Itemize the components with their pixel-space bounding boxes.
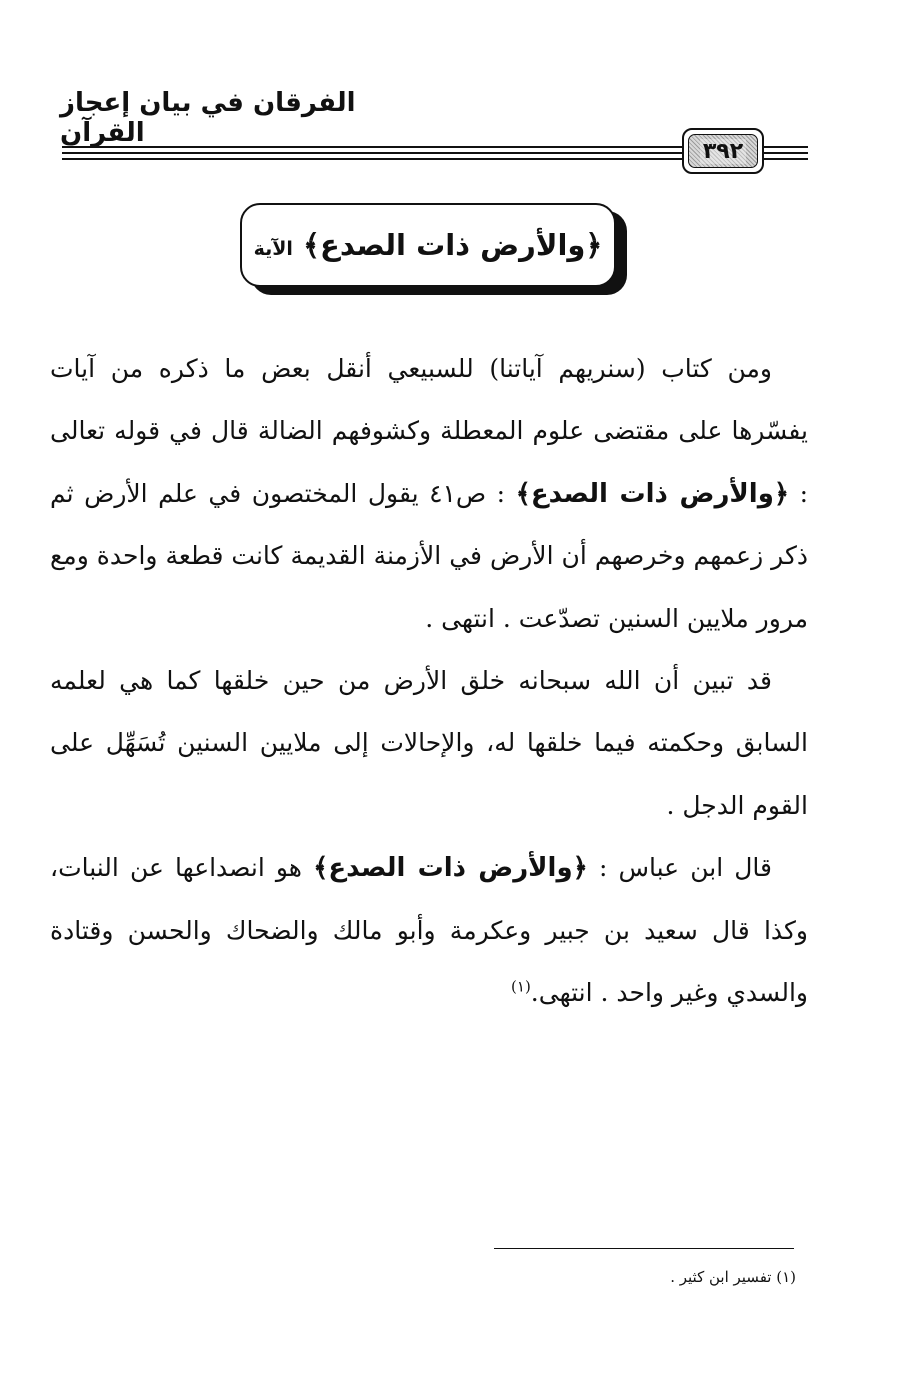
- paragraph-1-text-a: ومن كتاب (سنريهم آياتنا) للسبيعي أنقل بعض ما ذكره من آيات يفسّرها على مقتضى علوم المعطلة وكشوفهم الضالة قال في قوله تعالى :: [50, 354, 809, 508]
- paragraph-1-text-b: : ص٤١ يقول المختصون في علم الأرض ثم ذكر زعمهم وخرصهم أن الأرض في الأزمنة القديمة كانت قطعة واحدة ومع مرور ملايين السنين تصدّعت . انتهى .: [50, 478, 808, 633]
- running-title: الفرقان في بيان إعجاز القرآن: [60, 88, 356, 148]
- quran-quote-2: ﴿والأرض ذات الصدع﴾: [313, 853, 588, 884]
- footnote-1: (١) تفسير ابن كثير .: [670, 1268, 796, 1286]
- header-rule-left: [62, 146, 684, 160]
- page-number: ٣٩٢: [700, 139, 746, 164]
- section-heading: [254, 228, 603, 262]
- section-heading-suffix: الآية: [253, 238, 293, 260]
- paragraph-1: [50, 338, 808, 650]
- paragraph-3-text-a: قال ابن عباس :: [587, 853, 772, 883]
- header-rule-right: [762, 146, 808, 160]
- body-text: [50, 338, 808, 1024]
- paragraph-3: [50, 837, 808, 1024]
- paragraph-3-text-b: هو انصداعها عن النبات، وكذا قال سعيد بن جبير وعكرمة وأبو مالك والضحاك والحسن وقتادة والسدي وغير واحد . انتهى.: [50, 853, 808, 1008]
- paragraph-2: [50, 650, 808, 837]
- page-number-badge: [682, 128, 764, 174]
- footnote-mark[interactable]: (١): [511, 977, 531, 996]
- footnote-separator: [494, 1248, 794, 1249]
- section-heading-verse: ﴿والأرض ذات الصدع﴾: [303, 228, 603, 262]
- quran-quote-1: ﴿والأرض ذات الصدع﴾: [515, 478, 790, 509]
- section-heading-box: [240, 203, 616, 287]
- page-number-frame: [688, 134, 758, 168]
- paragraph-2-text: قد تبين أن الله سبحانه خلق الأرض من حين خلقها كما هي لعلمه السابق وحكمته فيما خلقها له، والإحالات إلى ملايين السنين تُسَهِّل على القوم الدجل .: [50, 666, 808, 820]
